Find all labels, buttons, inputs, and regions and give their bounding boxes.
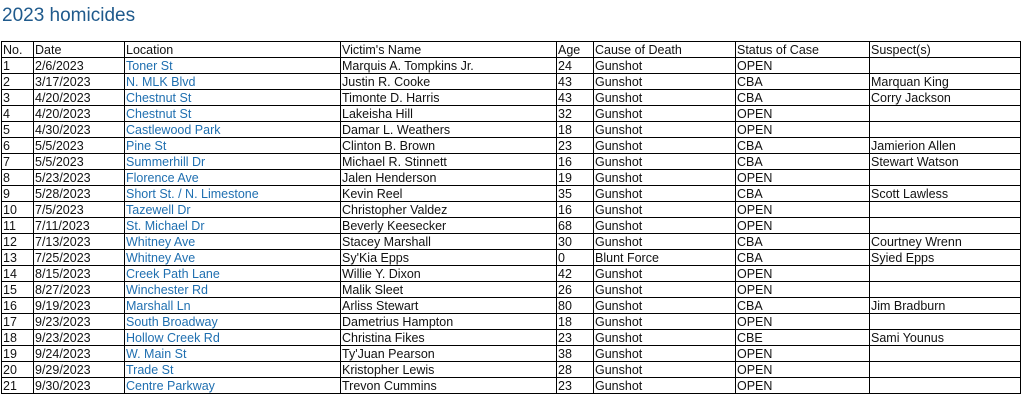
cell-victim-name: Christina Fikes xyxy=(341,330,557,346)
cell-date: 9/19/2023 xyxy=(34,298,125,314)
cell-victim-name: Arliss Stewart xyxy=(341,298,557,314)
cell-no: 21 xyxy=(2,378,34,394)
table-row xyxy=(2,74,1021,90)
cell-no: 15 xyxy=(2,282,34,298)
cell-victim-name: Timonte D. Harris xyxy=(341,90,557,106)
cell-status-of-case: CBA xyxy=(736,90,870,106)
cell-location xyxy=(125,314,341,330)
cell-cause-of-death: Gunshot xyxy=(594,154,736,170)
location-link[interactable]: Chestnut St xyxy=(126,106,192,121)
location-link[interactable]: Chestnut St xyxy=(126,90,192,105)
table-row xyxy=(2,298,1021,314)
cell-age: 68 xyxy=(557,218,594,234)
cell-no: 17 xyxy=(2,314,34,330)
cell-victim-name: Sy'Kia Epps xyxy=(341,250,557,266)
cell-no: 4 xyxy=(2,106,34,122)
header-status-of-case: Status of Case xyxy=(736,42,870,58)
cell-age: 23 xyxy=(557,378,594,394)
cell-no: 12 xyxy=(2,234,34,250)
location-link[interactable]: Tazewell Dr xyxy=(126,202,191,217)
cell-cause-of-death: Gunshot xyxy=(594,202,736,218)
cell-location xyxy=(125,378,341,394)
header-age: Age xyxy=(557,42,594,58)
cell-date: 9/30/2023 xyxy=(34,378,125,394)
cell-no: 16 xyxy=(2,298,34,314)
cell-location xyxy=(125,266,341,282)
cell-status-of-case: CBA xyxy=(736,234,870,250)
table-row xyxy=(2,58,1021,74)
cell-suspects xyxy=(870,346,1021,362)
table-row xyxy=(2,106,1021,122)
cell-location xyxy=(125,170,341,186)
cell-cause-of-death: Gunshot xyxy=(594,362,736,378)
table-row xyxy=(2,90,1021,106)
cell-age: 43 xyxy=(557,74,594,90)
cell-suspects: Syied Epps xyxy=(870,250,1021,266)
cell-status-of-case: CBA xyxy=(736,74,870,90)
cell-status-of-case: OPEN xyxy=(736,170,870,186)
cell-date: 5/28/2023 xyxy=(34,186,125,202)
cell-suspects xyxy=(870,170,1021,186)
cell-victim-name: Justin R. Cooke xyxy=(341,74,557,90)
location-link[interactable]: Hollow Creek Rd xyxy=(126,330,220,345)
cell-location xyxy=(125,250,341,266)
cell-no: 6 xyxy=(2,138,34,154)
page-title: 2023 homicides xyxy=(2,5,136,26)
table-row xyxy=(2,314,1021,330)
cell-age: 19 xyxy=(557,170,594,186)
cell-cause-of-death: Gunshot xyxy=(594,234,736,250)
cell-location xyxy=(125,298,341,314)
table-row xyxy=(2,250,1021,266)
cell-age: 30 xyxy=(557,234,594,250)
cell-cause-of-death: Gunshot xyxy=(594,74,736,90)
cell-location xyxy=(125,282,341,298)
cell-date: 4/20/2023 xyxy=(34,106,125,122)
cell-age: 16 xyxy=(557,202,594,218)
cell-age: 38 xyxy=(557,346,594,362)
cell-no: 3 xyxy=(2,90,34,106)
cell-cause-of-death: Gunshot xyxy=(594,346,736,362)
location-link[interactable]: Winchester Rd xyxy=(126,282,208,297)
cell-status-of-case: OPEN xyxy=(736,282,870,298)
cell-date: 7/13/2023 xyxy=(34,234,125,250)
cell-no: 8 xyxy=(2,170,34,186)
table-row xyxy=(2,330,1021,346)
location-link[interactable]: Whitney Ave xyxy=(126,234,196,249)
location-link[interactable]: N. MLK Blvd xyxy=(126,74,196,89)
location-link[interactable]: South Broadway xyxy=(126,314,218,329)
table-row xyxy=(2,218,1021,234)
cell-cause-of-death: Gunshot xyxy=(594,58,736,74)
cell-victim-name: Malik Sleet xyxy=(341,282,557,298)
cell-suspects xyxy=(870,378,1021,394)
cell-no: 7 xyxy=(2,154,34,170)
cell-no: 2 xyxy=(2,74,34,90)
cell-no: 5 xyxy=(2,122,34,138)
location-link[interactable]: Short St. / N. Limestone xyxy=(126,186,259,201)
cell-date: 3/17/2023 xyxy=(34,74,125,90)
header-cause-of-death: Cause of Death xyxy=(594,42,736,58)
cell-status-of-case: CBA xyxy=(736,186,870,202)
cell-victim-name: Christopher Valdez xyxy=(341,202,557,218)
cell-no: 1 xyxy=(2,58,34,74)
cell-status-of-case: CBA xyxy=(736,138,870,154)
cell-age: 16 xyxy=(557,154,594,170)
cell-suspects: Marquan King xyxy=(870,74,1021,90)
location-link[interactable]: Summerhill Dr xyxy=(126,154,206,169)
cell-status-of-case: OPEN xyxy=(736,378,870,394)
cell-victim-name: Jalen Henderson xyxy=(341,170,557,186)
cell-location xyxy=(125,362,341,378)
cell-victim-name: Beverly Keesecker xyxy=(341,218,557,234)
cell-victim-name: Marquis A. Tompkins Jr. xyxy=(341,58,557,74)
location-link[interactable]: Pine St xyxy=(126,138,167,153)
cell-location xyxy=(125,74,341,90)
cell-status-of-case: OPEN xyxy=(736,218,870,234)
cell-location xyxy=(125,202,341,218)
cell-status-of-case: CBA xyxy=(736,298,870,314)
cell-status-of-case: OPEN xyxy=(736,122,870,138)
cell-cause-of-death: Gunshot xyxy=(594,298,736,314)
cell-suspects: Jim Bradburn xyxy=(870,298,1021,314)
cell-date: 8/15/2023 xyxy=(34,266,125,282)
cell-location xyxy=(125,106,341,122)
cell-no: 10 xyxy=(2,202,34,218)
cell-age: 18 xyxy=(557,314,594,330)
cell-victim-name: Michael R. Stinnett xyxy=(341,154,557,170)
cell-cause-of-death: Gunshot xyxy=(594,90,736,106)
cell-date: 7/25/2023 xyxy=(34,250,125,266)
cell-suspects xyxy=(870,58,1021,74)
cell-victim-name: Dametrius Hampton xyxy=(341,314,557,330)
cell-cause-of-death: Gunshot xyxy=(594,170,736,186)
cell-cause-of-death: Gunshot xyxy=(594,330,736,346)
cell-age: 0 xyxy=(557,250,594,266)
cell-suspects xyxy=(870,106,1021,122)
cell-cause-of-death: Gunshot xyxy=(594,138,736,154)
cell-suspects xyxy=(870,122,1021,138)
cell-cause-of-death: Gunshot xyxy=(594,218,736,234)
cell-date: 2/6/2023 xyxy=(34,58,125,74)
cell-status-of-case: CBE xyxy=(736,330,870,346)
cell-age: 43 xyxy=(557,90,594,106)
header-location: Location xyxy=(125,42,341,58)
cell-no: 11 xyxy=(2,218,34,234)
cell-victim-name: Ty'Juan Pearson xyxy=(341,346,557,362)
location-link[interactable]: W. Main St xyxy=(126,346,187,361)
cell-status-of-case: OPEN xyxy=(736,346,870,362)
cell-cause-of-death: Gunshot xyxy=(594,282,736,298)
cell-location xyxy=(125,330,341,346)
cell-victim-name: Willie Y. Dixon xyxy=(341,266,557,282)
cell-age: 18 xyxy=(557,122,594,138)
cell-victim-name: Lakeisha Hill xyxy=(341,106,557,122)
cell-age: 42 xyxy=(557,266,594,282)
cell-age: 23 xyxy=(557,138,594,154)
cell-location xyxy=(125,154,341,170)
cell-date: 5/5/2023 xyxy=(34,154,125,170)
table-header-row xyxy=(2,42,1021,58)
cell-cause-of-death: Gunshot xyxy=(594,106,736,122)
cell-location xyxy=(125,138,341,154)
cell-suspects: Jamierion Allen xyxy=(870,138,1021,154)
header-date: Date xyxy=(34,42,125,58)
header-victim-name: Victim's Name xyxy=(341,42,557,58)
cell-suspects: Courtney Wrenn xyxy=(870,234,1021,250)
cell-age: 28 xyxy=(557,362,594,378)
cell-status-of-case: OPEN xyxy=(736,202,870,218)
table-row xyxy=(2,170,1021,186)
cell-suspects xyxy=(870,362,1021,378)
table-row xyxy=(2,122,1021,138)
table-row xyxy=(2,362,1021,378)
location-link[interactable]: Creek Path Lane xyxy=(126,266,220,281)
cell-location xyxy=(125,90,341,106)
cell-victim-name: Kristopher Lewis xyxy=(341,362,557,378)
cell-date: 7/11/2023 xyxy=(34,218,125,234)
cell-no: 19 xyxy=(2,346,34,362)
cell-suspects xyxy=(870,218,1021,234)
cell-cause-of-death: Gunshot xyxy=(594,186,736,202)
cell-cause-of-death: Gunshot xyxy=(594,266,736,282)
table-row xyxy=(2,346,1021,362)
cell-suspects xyxy=(870,266,1021,282)
table-row xyxy=(2,266,1021,282)
cell-age: 23 xyxy=(557,330,594,346)
cell-date: 4/30/2023 xyxy=(34,122,125,138)
table-row xyxy=(2,202,1021,218)
cell-victim-name: Kevin Reel xyxy=(341,186,557,202)
cell-location xyxy=(125,218,341,234)
cell-victim-name: Clinton B. Brown xyxy=(341,138,557,154)
cell-date: 4/20/2023 xyxy=(34,90,125,106)
location-link[interactable]: Toner St xyxy=(126,58,173,73)
cell-age: 32 xyxy=(557,106,594,122)
cell-age: 26 xyxy=(557,282,594,298)
cell-status-of-case: OPEN xyxy=(736,314,870,330)
cell-location xyxy=(125,186,341,202)
cell-cause-of-death: Gunshot xyxy=(594,378,736,394)
cell-date: 9/23/2023 xyxy=(34,330,125,346)
cell-suspects: Corry Jackson xyxy=(870,90,1021,106)
header-no: No. xyxy=(2,42,34,58)
table-row xyxy=(2,234,1021,250)
cell-suspects: Scott Lawless xyxy=(870,186,1021,202)
cell-location xyxy=(125,346,341,362)
location-link[interactable]: Whitney Ave xyxy=(126,250,196,265)
table-row xyxy=(2,138,1021,154)
cell-suspects xyxy=(870,202,1021,218)
cell-status-of-case: OPEN xyxy=(736,266,870,282)
cell-date: 9/23/2023 xyxy=(34,314,125,330)
cell-date: 5/23/2023 xyxy=(34,170,125,186)
cell-victim-name: Damar L. Weathers xyxy=(341,122,557,138)
header-suspects: Suspect(s) xyxy=(870,42,1021,58)
location-link[interactable]: Marshall Ln xyxy=(126,298,191,313)
cell-date: 8/27/2023 xyxy=(34,282,125,298)
cell-age: 35 xyxy=(557,186,594,202)
cell-status-of-case: OPEN xyxy=(736,106,870,122)
cell-status-of-case: CBA xyxy=(736,154,870,170)
table-row xyxy=(2,282,1021,298)
table-row xyxy=(2,186,1021,202)
cell-suspects xyxy=(870,282,1021,298)
cell-date: 9/24/2023 xyxy=(34,346,125,362)
cell-date: 9/29/2023 xyxy=(34,362,125,378)
cell-date: 7/5/2023 xyxy=(34,202,125,218)
homicides-table xyxy=(1,41,1021,394)
cell-no: 13 xyxy=(2,250,34,266)
cell-cause-of-death: Gunshot xyxy=(594,314,736,330)
cell-location xyxy=(125,58,341,74)
location-link[interactable]: Centre Parkway xyxy=(126,378,215,393)
cell-status-of-case: OPEN xyxy=(736,58,870,74)
cell-location xyxy=(125,122,341,138)
location-link[interactable]: Trade St xyxy=(126,362,174,377)
cell-suspects xyxy=(870,314,1021,330)
table-row xyxy=(2,154,1021,170)
cell-age: 24 xyxy=(557,58,594,74)
cell-no: 9 xyxy=(2,186,34,202)
cell-no: 20 xyxy=(2,362,34,378)
cell-suspects: Stewart Watson xyxy=(870,154,1021,170)
location-link[interactable]: Castlewood Park xyxy=(126,122,221,137)
cell-cause-of-death: Gunshot xyxy=(594,122,736,138)
cell-location xyxy=(125,234,341,250)
location-link[interactable]: St. Michael Dr xyxy=(126,218,205,233)
location-link[interactable]: Florence Ave xyxy=(126,170,199,185)
cell-no: 18 xyxy=(2,330,34,346)
cell-status-of-case: OPEN xyxy=(736,362,870,378)
cell-date: 5/5/2023 xyxy=(34,138,125,154)
cell-age: 80 xyxy=(557,298,594,314)
cell-victim-name: Stacey Marshall xyxy=(341,234,557,250)
table-row xyxy=(2,378,1021,394)
cell-cause-of-death: Blunt Force xyxy=(594,250,736,266)
cell-victim-name: Trevon Cummins xyxy=(341,378,557,394)
cell-suspects: Sami Younus xyxy=(870,330,1021,346)
cell-no: 14 xyxy=(2,266,34,282)
cell-status-of-case: CBA xyxy=(736,250,870,266)
